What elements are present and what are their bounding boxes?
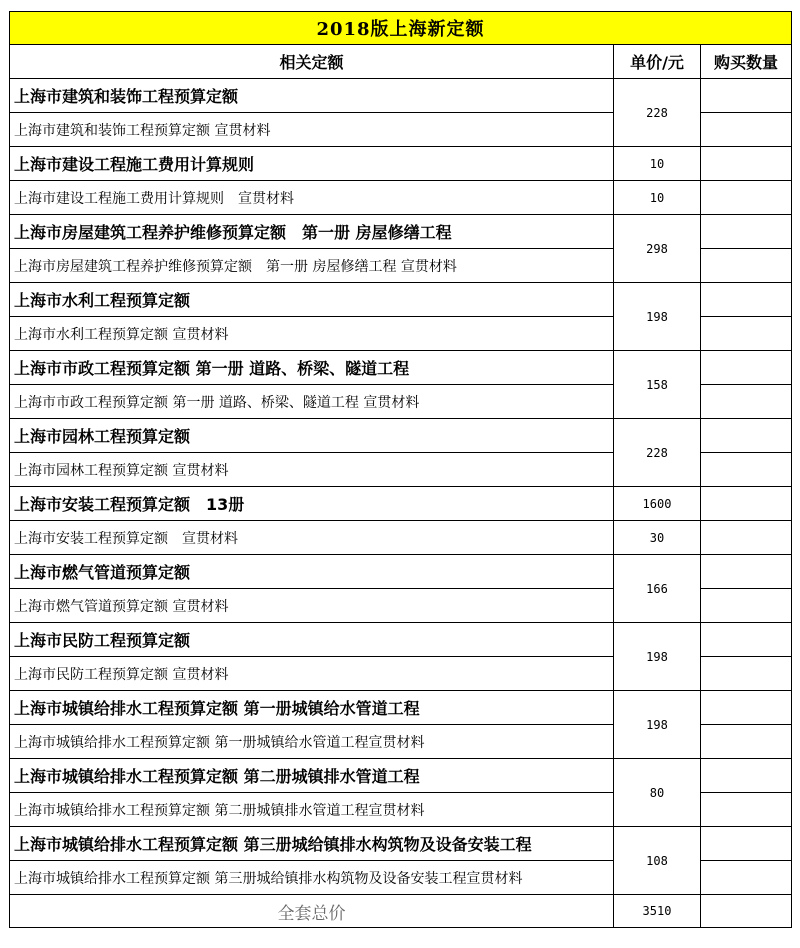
table-row bbox=[10, 419, 792, 453]
item-name: 上海市市政工程预算定额 第一册 道路、桥梁、隧道工程 bbox=[10, 351, 614, 385]
item-price: 228 bbox=[614, 419, 701, 487]
quantity-cell[interactable] bbox=[701, 623, 792, 657]
item-price: 298 bbox=[614, 215, 701, 283]
table-row bbox=[10, 215, 792, 249]
table-row bbox=[10, 181, 792, 215]
header-qty: 购买数量 bbox=[701, 45, 792, 79]
quantity-cell[interactable] bbox=[701, 657, 792, 691]
item-price: 198 bbox=[614, 623, 701, 691]
quantity-cell[interactable] bbox=[701, 79, 792, 113]
quantity-cell[interactable] bbox=[701, 793, 792, 827]
item-name: 上海市水利工程预算定额 bbox=[10, 283, 614, 317]
item-name: 上海市城镇给排水工程预算定额 第一册城镇给水管道工程 bbox=[10, 691, 614, 725]
item-name: 上海市建设工程施工费用计算规则 bbox=[10, 147, 614, 181]
quantity-cell[interactable] bbox=[701, 249, 792, 283]
table-row bbox=[10, 759, 792, 793]
table-title: 2018版上海新定额 bbox=[10, 12, 792, 45]
item-name: 上海市城镇给排水工程预算定额 第二册城镇排水管道工程 bbox=[10, 759, 614, 793]
item-sub-name: 上海市房屋建筑工程养护维修预算定额 第一册 房屋修缮工程 宣贯材料 bbox=[10, 249, 614, 283]
table-row bbox=[10, 351, 792, 385]
quantity-cell[interactable] bbox=[701, 487, 792, 521]
item-name: 上海市建筑和装饰工程预算定额 bbox=[10, 79, 614, 113]
table-row bbox=[10, 79, 792, 113]
total-quantity-cell[interactable] bbox=[701, 895, 792, 928]
quantity-cell[interactable] bbox=[701, 555, 792, 589]
item-name: 上海市燃气管道预算定额 bbox=[10, 555, 614, 589]
quantity-cell[interactable] bbox=[701, 759, 792, 793]
quantity-cell[interactable] bbox=[701, 827, 792, 861]
item-price: 198 bbox=[614, 691, 701, 759]
item-price: 30 bbox=[614, 521, 701, 555]
table-row bbox=[10, 623, 792, 657]
item-name: 上海市城镇给排水工程预算定额 第三册城给镇排水构筑物及设备安装工程 bbox=[10, 827, 614, 861]
item-name: 上海市安装工程预算定额 13册 bbox=[10, 487, 614, 521]
table-row bbox=[10, 691, 792, 725]
item-price: 158 bbox=[614, 351, 701, 419]
table-row bbox=[10, 555, 792, 589]
item-sub-name: 上海市水利工程预算定额 宣贯材料 bbox=[10, 317, 614, 351]
table-row bbox=[10, 147, 792, 181]
total-label: 全套总价 bbox=[10, 895, 614, 928]
quantity-cell[interactable] bbox=[701, 215, 792, 249]
item-name: 上海市园林工程预算定额 bbox=[10, 419, 614, 453]
total-row bbox=[10, 895, 792, 928]
item-sub-name: 上海市市政工程预算定额 第一册 道路、桥梁、隧道工程 宣贯材料 bbox=[10, 385, 614, 419]
quantity-cell[interactable] bbox=[701, 419, 792, 453]
item-sub-name: 上海市安装工程预算定额 宣贯材料 bbox=[10, 521, 614, 555]
header-price: 单价/元 bbox=[614, 45, 701, 79]
quantity-cell[interactable] bbox=[701, 181, 792, 215]
item-sub-name: 上海市园林工程预算定额 宣贯材料 bbox=[10, 453, 614, 487]
quantity-cell[interactable] bbox=[701, 521, 792, 555]
item-price: 80 bbox=[614, 759, 701, 827]
item-price: 1600 bbox=[614, 487, 701, 521]
item-price: 198 bbox=[614, 283, 701, 351]
item-price: 10 bbox=[614, 181, 701, 215]
item-sub-name: 上海市城镇给排水工程预算定额 第二册城镇排水管道工程宣贯材料 bbox=[10, 793, 614, 827]
item-sub-name: 上海市城镇给排水工程预算定额 第三册城给镇排水构筑物及设备安装工程宣贯材料 bbox=[10, 861, 614, 895]
item-sub-name: 上海市城镇给排水工程预算定额 第一册城镇给水管道工程宣贯材料 bbox=[10, 725, 614, 759]
item-sub-name: 上海市建筑和装饰工程预算定额 宣贯材料 bbox=[10, 113, 614, 147]
total-price: 3510 bbox=[614, 895, 701, 928]
item-sub-name: 上海市民防工程预算定额 宣贯材料 bbox=[10, 657, 614, 691]
quantity-cell[interactable] bbox=[701, 317, 792, 351]
quantity-cell[interactable] bbox=[701, 725, 792, 759]
item-price: 228 bbox=[614, 79, 701, 147]
quantity-cell[interactable] bbox=[701, 283, 792, 317]
quantity-cell[interactable] bbox=[701, 691, 792, 725]
quantity-cell[interactable] bbox=[701, 351, 792, 385]
item-price: 166 bbox=[614, 555, 701, 623]
table-row bbox=[10, 521, 792, 555]
quantity-cell[interactable] bbox=[701, 589, 792, 623]
item-name: 上海市民防工程预算定额 bbox=[10, 623, 614, 657]
quantity-cell[interactable] bbox=[701, 453, 792, 487]
quantity-cell[interactable] bbox=[701, 147, 792, 181]
table-row bbox=[10, 827, 792, 861]
quantity-cell[interactable] bbox=[701, 385, 792, 419]
item-sub-name: 上海市建设工程施工费用计算规则 宣贯材料 bbox=[10, 181, 614, 215]
table-row bbox=[10, 283, 792, 317]
item-price: 10 bbox=[614, 147, 701, 181]
quantity-cell[interactable] bbox=[701, 861, 792, 895]
item-name: 上海市房屋建筑工程养护维修预算定额 第一册 房屋修缮工程 bbox=[10, 215, 614, 249]
header-name: 相关定额 bbox=[10, 45, 614, 79]
item-sub-name: 上海市燃气管道预算定额 宣贯材料 bbox=[10, 589, 614, 623]
quantity-cell[interactable] bbox=[701, 113, 792, 147]
table-row bbox=[10, 487, 792, 521]
item-price: 108 bbox=[614, 827, 701, 895]
price-table bbox=[9, 11, 792, 928]
